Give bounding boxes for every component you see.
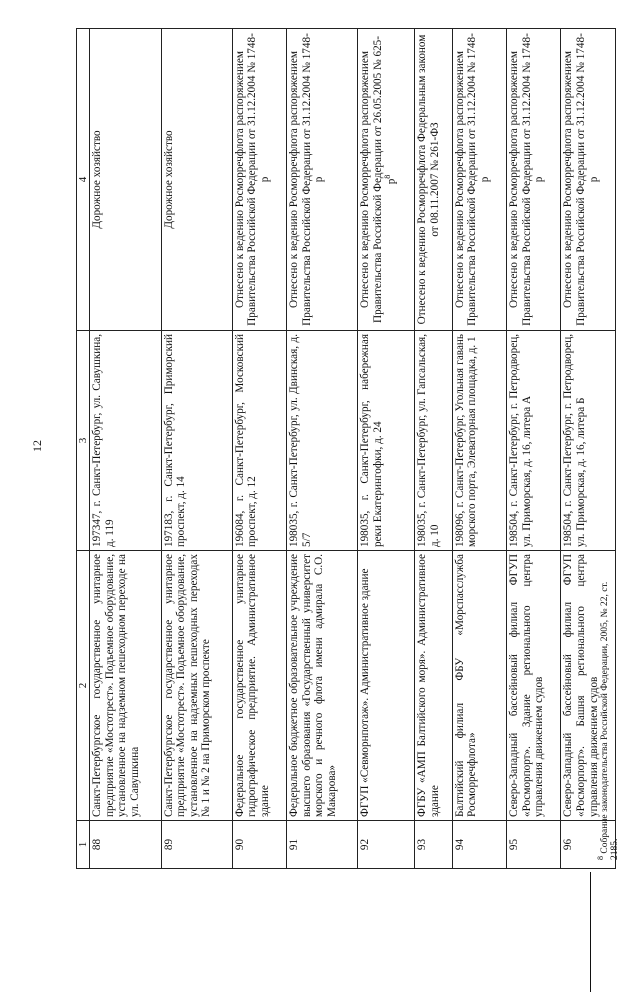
table-row [358,29,415,869]
address-cell: 198504, г. Санкт-Петербург, г. Петродворец, ул. Приморская, д. 16, литера А [507,331,561,551]
row-number: 92 [358,821,415,869]
address-cell: 198035, г. Санкт-Петербург, ул. Гапсальская, д. 10 [415,331,453,551]
table-row [507,29,561,869]
note-cell: Отнесено к ведению Росморречфлота Федеральным законом от 08.11.2007 № 261-ФЗ [415,29,453,331]
row-number: 89 [161,821,232,869]
header-cell: 4 [77,29,90,331]
registry-table [76,28,616,869]
row-number: 91 [287,821,358,869]
address-cell: 198035, г. Санкт-Петербург, набережная реки Екатерингофки, д. 24 [358,331,415,551]
note-cell: Отнесено к ведению Росморречфлота распоряжением Правительства Российской Федерации от 31.12.2004 № 1748-р [287,29,358,331]
header-row [77,29,90,869]
address-cell: 197347, г. Санкт-Петербург, ул. Савушкина, д. 119 [90,331,161,551]
organization-cell: Федеральное государственное унитарное гидрографическое предприятие. Административное здание [232,551,286,821]
address-cell: 198504, г. Санкт-Петербург, г. Петродворец, ул. Приморская, д. 16, литера Б [561,331,616,551]
organization-cell: Балтийский филиал ФБУ «Морспасслужба Росморречфлота» [452,551,506,821]
address-cell: 197183, г. Санкт-Петербург, Приморский проспект, д. 14 [161,331,232,551]
table-row [287,29,358,869]
row-number: 90 [232,821,286,869]
row-number: 88 [90,821,161,869]
row-number: 93 [415,821,453,869]
address-cell: 198096, г. Санкт-Петербург, Угольная гавань морского порта, Элеваторная площадка, д. 1 [452,331,506,551]
header-cell: 1 [77,821,90,869]
note-cell: Отнесено к ведению Росморречфлота распоряжением Правительства Российской Федерации от 31.12.2004 № 1748-р [452,29,506,331]
note-text: Отнесено к ведению Росморречфлота распоряжением Правительства Российской Федерации от 26.05.2005 № 625-р [359,36,399,324]
header-cell: 2 [77,551,90,821]
row-number: 96 [561,821,616,869]
note-cell: Отнесено к ведению Росморречфлота распоряжением Правительства Российской Федерации от 31.12.2004 № 1748-р [232,29,286,331]
page-number: 12 [30,440,44,452]
organization-cell: Северо-Западный бассейновый филиал ФГУП «Росморпорт». Здание регионального центра управления движением судов [507,551,561,821]
table-row [90,29,161,869]
organization-cell: Федеральное бюджетное образовательное учреждение высшего образования «Государственный университет морского и речного флота имени адмирала С.О. Макарова» [287,551,358,821]
footnote-mark: 8 [596,856,605,860]
organization-cell: ФГБУ «АМП Балтийского моря». Административное здание [415,551,453,821]
table-row [415,29,453,869]
note-cell: Дорожное хозяйство [161,29,232,331]
note-cell [358,29,415,331]
footnote [596,560,620,860]
address-cell: 198035, г. Санкт-Петербург, ул. Двинская, д. 5/7 [287,331,358,551]
organization-cell: Северо-Западный бассейновый филиал ФГУП «Росморпорт». Башня регионального центра управления движением судов [561,551,616,821]
organization-cell: Санкт-Петербургское государственное унитарное предприятие «Мостотрест». Подъемное оборудование, установленное на надземных пешеходных переходах № 1 и № 2 на Приморском проспекте [161,551,232,821]
table-row [232,29,286,869]
footnote-ref: 8 [383,174,393,179]
row-number: 95 [507,821,561,869]
note-cell: Дорожное хозяйство [90,29,161,331]
address-cell: 196084, г. Санкт-Петербург, Московский проспект, д. 12 [232,331,286,551]
note-cell: Отнесено к ведению Росморречфлота распоряжением Правительства Российской Федерации от 31.12.2004 № 1748-р [507,29,561,331]
rotated-table-container [76,29,616,869]
organization-cell: ФГУП «Севморнпотаж». Административное здание [358,551,415,821]
footnote-text: Собрание законодательства Российской Федерации, 2005, № 22, ст. 2185. [600,581,621,860]
table-row [452,29,506,869]
header-cell: 3 [77,331,90,551]
footnote-divider [590,872,591,992]
table-row [161,29,232,869]
organization-cell: Санкт-Петербургское государственное унитарное предприятие «Мостотрест». Подъемное оборудование, установленное на надземном пешеходном переходе на ул. Савушкина [90,551,161,821]
row-number: 94 [452,821,506,869]
note-cell: Отнесено к ведению Росморречфлота распоряжением Правительства Российской Федерации от 31.12.2004 № 1748-р [561,29,616,331]
